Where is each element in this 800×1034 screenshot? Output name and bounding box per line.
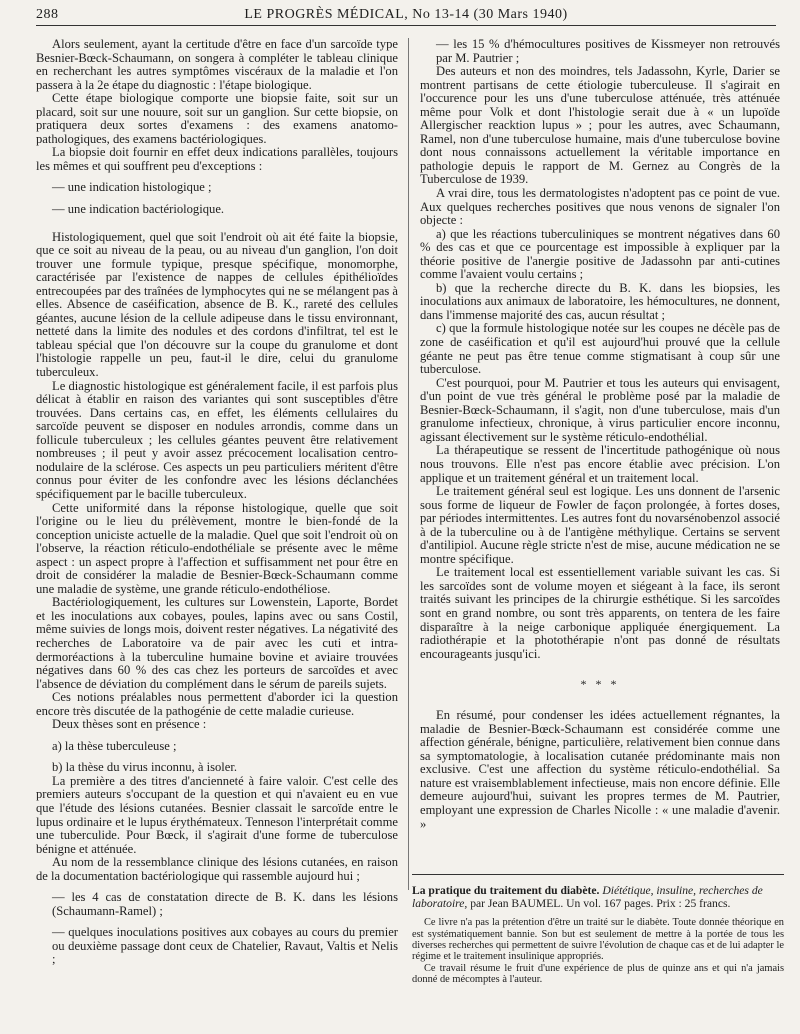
paragraph: b) que la recherche directe du B. K. dans les biopsies, les inoculations aux animaux de laboratoire, les hémocultures, ne donnent, dans l'immense majorité des cas, aucun résultat ; — [420, 280, 780, 322]
paragraph: Ces notions préalables nous permettent d'aborder ici la question encore très discutée de la pathogénie de cette maladie curieuse. — [36, 690, 398, 718]
list-item: — quelques inoculations positives aux cobayes au cours du premier ou deuxième passage dont ceux de Chatelier, Ravaut, Valtis et Nelis ; — [52, 925, 398, 967]
section-separator: * * * — [580, 677, 620, 692]
review-heading — [412, 885, 784, 910]
paragraph: Cette étape biologique comporte une biopsie faite, soit sur un placard, soit sur une nouure, soit sur un ganglion. Sur cette biopsie, on pratiquera deux sortes d'examens : des examens anatomo-pathologiques, des examens bactériologiques. — [36, 91, 398, 146]
page-number: 288 — [36, 7, 59, 22]
list-item: — les 4 cas de constatation directe de B. K. dans les lésions (Schaumann-Ramel) ; — [52, 890, 398, 918]
list-item: a) la thèse tuberculeuse ; — [52, 738, 177, 753]
paragraph: Alors seulement, ayant la certitude d'être en face d'un sarcoïde type Besnier-Bœck-Schaumann, on songera à compléter le tableau clinique en recherchant les autres symptômes viscéraux de la maladie et l'on passera à la 2e étape du diagnostic : l'étape biologique. — [36, 37, 398, 92]
paragraph: La thérapeutique se ressent de l'incertitude pathogénique où nous nous trouvons. Elle n'est pas encore établie avec précision. L'on applique et un traitement général et un traitement local. — [420, 443, 780, 485]
review-paragraph: Ce livre n'a pas la prétention d'être un traité sur le diabète. Toute donnée théorique en est systématiquement bannie. Son but est seulement de mettre à la portée de tous les diverses recherches qui permettent de suivre l'évolution de chaque cas et de lui adapter le régime et le traitement insulinique appropriés. — [412, 917, 784, 963]
paragraph: c) que la formule histologique notée sur les coupes ne décèle pas de zone de caséification et qu'il est aujourd'hui prouvé que la cellule géante ne peut pas être tenue comme stigmatisant à coup sûr une tuberculose. — [420, 321, 780, 377]
paragraph: La biopsie doit fournir en effet deux indications parallèles, toujours les mêmes et qui souffrent peu d'exceptions : — [36, 145, 398, 173]
list-item: — une indication bactériologique. — [52, 202, 225, 217]
paragraph: Au nom de la ressemblance clinique des lésions cutanées, en raison de la documentation bactériologique qui rassemble aujourd hui ; — [36, 855, 398, 883]
right-column — [420, 38, 780, 831]
paragraph: Le traitement local est essentiellement variable suivant les cas. Si les sarcoïdes sont de volume moyen et siégeant à la face, ils seront traités suivant les principes de la chirurgie esthétique. Si les sarcoïdes sont en grand nombre, ou sont très apparents, on tentera de les faire disparaître à la neige carbonique appliquée énergiquement. La radiothérapie et la photothérapie n'ont pas donné de résultats encourageants jusqu'ici. — [420, 565, 780, 661]
paragraph: La première a des titres d'ancienneté à faire valoir. C'est celle des premiers auteurs s'occupant de la question et qui n'avaient eu en vue que l'étude des lésions cutanées. Besnier classait le sarcoïde entre le lupus ordinaire et le lupus érythémateux. Tenneson l'interprétait comme une tuberculide. Pour Bœck, il s'agirait d'une forme de tuberculose bénigne et atténuée. — [36, 773, 398, 856]
book-review — [412, 874, 784, 986]
paragraph: Deux thèses sont en présence : — [52, 717, 207, 732]
list-item: — les 15 % d'hémocultures positives de Kissmeyer non retrouvés par M. Pautrier ; — [436, 37, 780, 65]
list-item: b) la thèse du virus inconnu, à isoler. — [52, 760, 238, 775]
paragraph: Cette uniformité dans la réponse histologique, quelle que soit l'origine ou le lieu du prélèvement, montre le bien-fondé de la conception uniciste actuelle de la maladie. Quel que soit l'endroit où on l'observe, la réaction réticulo-endothéliale se présente avec le même aspect : un aspect propre à l'affection et suffisamment net pour être en droit de considérer la maladie de Besnier-Bœck-Schaumann comme une maladie de système, une grande réticulo-endothéliose. — [36, 500, 398, 596]
paragraph: En résumé, pour condenser les idées actuellement régnantes, la maladie de Besnier-Bœck-Schaumann est considérée comme une affection générale, bénigne, particulière, relativement bien connue dans sa symptomatologie, à localisation cutanée prédominante mais non exclusive. C'est une affection du système réticulo-endothélial. Sa nature est vraisemblablement infectieuse, mais non encore définie. Elle demeure aujourd'hui, suivant les propres termes de M. Pautrier, employant une expression de Charles Nicolle : « une maladie d'avenir. » — [420, 708, 780, 831]
paragraph: Bactériologiquement, les cultures sur Lowenstein, Laporte, Bordet et les inoculations aux cobayes, poules, lapins avec ou sans Costil, même suivies de longs mois, doivent rester négatives. La négativité des recherches de Laboratoire va de pair avec les cuti et intra-dermoréactions à la tuberculine humaine bovine et aviaire trouvées négatives dans 60 % des cas chez les porteurs de sarcoïdes et avec l'absence de déviation du complément dans le sérum de pareils sujets. — [36, 595, 398, 691]
paragraph: a) que les réactions tuberculiniques se montrent négatives dans 60 % des cas et que ce pourcentage est impossible à expliquer par la théorie positive de l'anergie positive de Jadassohn par anti-cutines comme l'avaient voulu certains ; — [420, 226, 780, 282]
paragraph: C'est pourquoi, pour M. Pautrier et tous les auteurs qui envisagent, d'un point de vue très général le problème posé par la maladie de Besnier-Bœck-Schaumann, il s'agit, non d'une tuberculose, mais d'un granulome infectieux, chronique, à virus particulier encore inconnu, agissant électivement sur le système réticulo-endothélial. — [420, 375, 780, 444]
review-body — [412, 917, 784, 985]
review-details: par Jean BAUMEL. Un vol. 167 pages. Prix : 25 francs. — [470, 896, 731, 910]
page-header — [36, 5, 776, 26]
paragraph: Le traitement général seul est logique. Les uns donnent de l'arsenic sous forme de liqueur de Fowler de façon prolongée, à fortes doses, par périodes intermittentes. Les autres font du novarsénobenzol associé à de la tuberculine ou à de l'antigène méthylique. Certains se servent d'antilipiol. Aucune règle stricte n'est de mise, aucune médication ne se montre spécifique. — [420, 484, 780, 566]
paragraph: Des auteurs et non des moindres, tels Jadassohn, Kyrle, Darier se montrent partisans de cette étiologie tuberculeuse. Il s'agirait en l'occurence pour les uns d'une tuberculose atténuée, très atténuée même pour Volk et dont l'histologie serait due à « un lupoïde Allergischer reacktion lupus » ; pour les autres, avec Schaumann, Ramel, non d'une tuberculose humaine, mais d'une tuberculose bovine dont nous connaissons actuellement la véritable importance en pathologie depuis le rapport de M. Gernez au Congrès de la Tuberculose de 1939. — [420, 64, 780, 187]
review-book-title: La pratique du traitement du diabète. — [412, 884, 600, 897]
column-divider — [408, 38, 409, 890]
running-title: LE PROGRÈS MÉDICAL, No 13-14 (30 Mars 1940) — [244, 7, 568, 22]
list-item: — une indication histologique ; — [52, 180, 212, 195]
paragraph: Histologiquement, quel que soit l'endroit où ait été faite la biopsie, que ce soit au niveau de la peau, ou au niveau d'un ganglion, l'on doit trouver une formule typique, presque spécifique, monomorphe, caractérisée par l'existence de nappes de cellules épithélioïdes entrecoupées par des traînées de lymphocytes qui ne se mélangent pas à elles. Absence de caséification, absence de B. K., rareté des cellules géantes, aucune lésion de la cellule adipeuse dans le tissu environnant, netteté dans la limite des nodules et des cordons d'infiltrat, tel est le tableau spécial que l'on découvre sur la coupe du granulome et dont l'histologie rappelle un peu, faut-il le dire, celui du granulome tuberculeux. — [36, 229, 398, 380]
review-paragraph: Ce travail résume le fruit d'une expérience de plus de quinze ans et qui n'a jamais donné de mécomptes à l'auteur. — [412, 962, 784, 986]
paragraph: Le diagnostic histologique est généralement facile, il est parfois plus délicat à établir en raison des variantes qui sont susceptibles d'être trouvées. Dans certains cas, en effet, les éléments cellulaires du sarcoïde peuvent se disposer en nodules arrondis, comme dans un follicule tuberculeux ; les cellules géantes peuvent être relativement nombreuses ; il peut y avoir assez précocement localisation centro-nodulaire de la sclérose. Ces aspects un peu particuliers méritent d'être connus pour éviter de les confondre avec les lésions déclanchées spécifiquement par le bacille tuberculeux. — [36, 378, 398, 501]
left-column — [36, 38, 398, 967]
review-book-subtitle: Diététique, insuline, recherches de laboratoire, — [412, 884, 763, 910]
paragraph: A vrai dire, tous les dermatologistes n'adoptent pas ce point de vue. Aux quelques recherches positives que nous venons de signaler l'on objecte : — [420, 186, 780, 228]
